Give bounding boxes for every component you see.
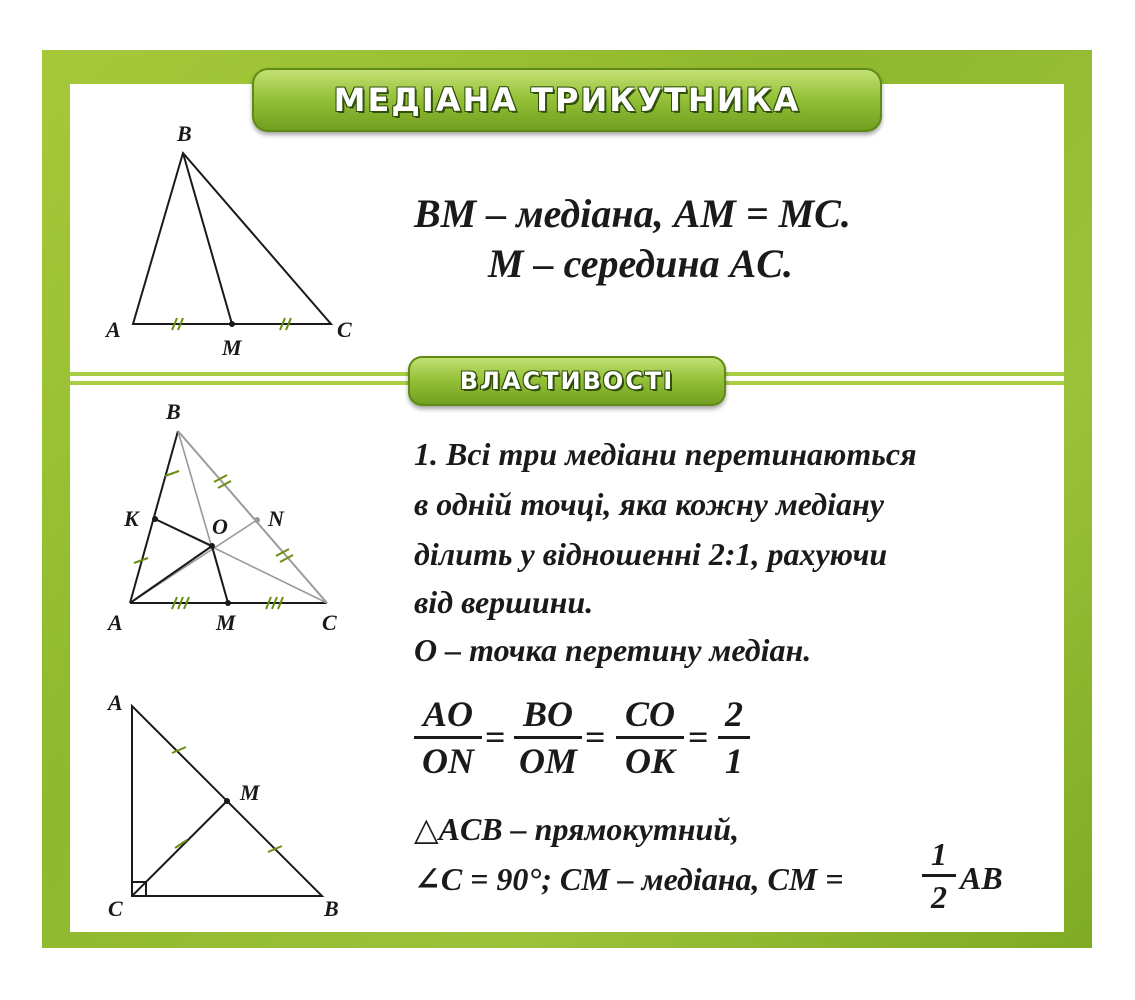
- diagram-median-triangle: [100, 115, 380, 375]
- property1-line-1: 1. Всі три медіани перетинаються: [414, 436, 917, 472]
- label-C: C: [108, 896, 123, 921]
- definition-line-2: M – середина AC.: [488, 241, 793, 286]
- fraction-one-half: 1 2: [922, 836, 956, 915]
- fraction-two-one: 2 1: [718, 694, 750, 781]
- label-M: M: [216, 610, 236, 635]
- label-C: C: [322, 610, 337, 635]
- label-N: N: [268, 506, 284, 531]
- label-K: K: [124, 506, 139, 531]
- diagram-right-triangle: [100, 690, 360, 930]
- fraction-ao-on: AO ON: [414, 694, 482, 781]
- label-M: M: [240, 780, 260, 805]
- property2-line-1: △ACB – прямокутний,: [414, 811, 740, 847]
- property1-line-2: в одній точці, яка кожну медіану: [414, 486, 884, 522]
- property1-line-4: від вершини.: [414, 584, 594, 620]
- label-A: A: [106, 317, 121, 342]
- definition-line-1: BM – медіана, AM = MC.: [414, 191, 851, 236]
- label-B: B: [177, 121, 192, 146]
- section-title: ВЛАСТИВОСТІ: [459, 367, 675, 395]
- label-C: C: [337, 317, 352, 342]
- label-A: A: [108, 690, 123, 715]
- label-B: B: [166, 399, 181, 424]
- property1-line-5: O – точка перетину медіан.: [414, 632, 812, 668]
- equals-sign: =: [485, 717, 506, 757]
- diagram-medians-intersection: [100, 398, 360, 638]
- equals-sign: =: [688, 717, 709, 757]
- property2-tail: AB: [960, 860, 1003, 896]
- property1-line-3: ділить у відношенні 2:1, рахуючи: [414, 536, 888, 572]
- equals-sign: =: [585, 717, 606, 757]
- fraction-co-ok: CO OK: [616, 694, 684, 781]
- label-O: O: [212, 514, 228, 539]
- label-A: A: [108, 610, 123, 635]
- label-M: M: [222, 335, 242, 360]
- page-title: МЕДІАНА ТРИКУТНИКА: [333, 81, 801, 119]
- fraction-bo-om: BO OM: [514, 694, 582, 781]
- property2-line-2: ∠C = 90°; CM – медіана, CM =: [414, 861, 844, 897]
- label-B: B: [324, 896, 339, 921]
